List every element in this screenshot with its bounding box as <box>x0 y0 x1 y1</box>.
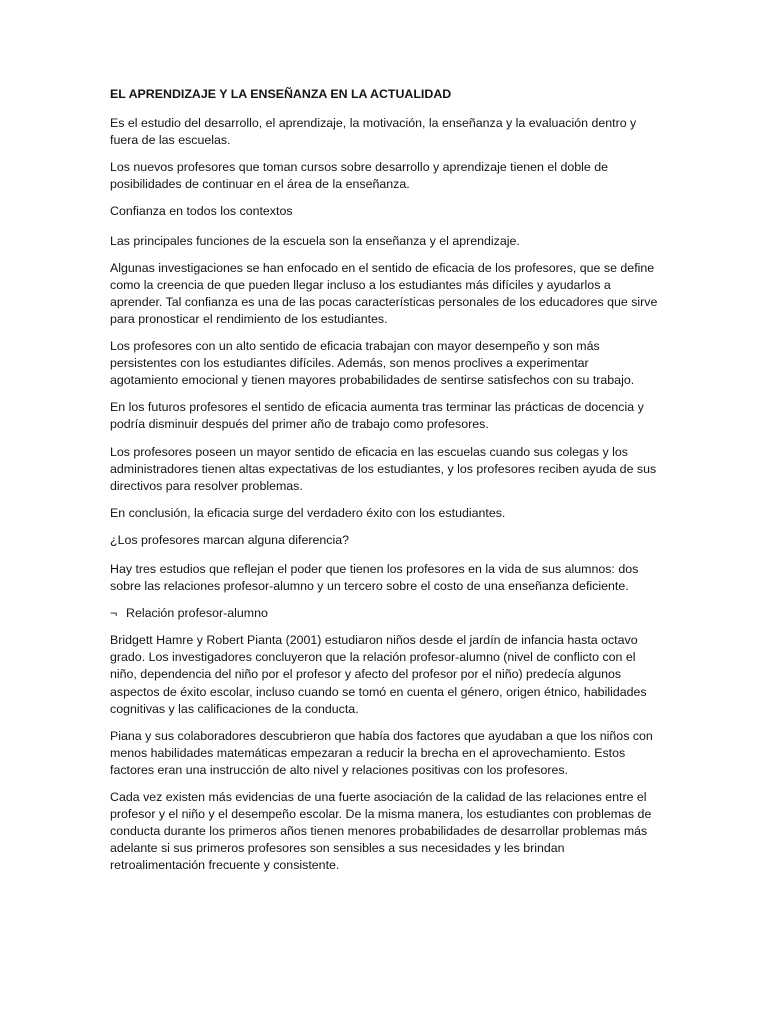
paragraph-intro: Es el estudio del desarrollo, el aprendizaje, la motivación, la enseñanza y la evaluación dentro y fuera de las escuelas. <box>110 116 637 148</box>
paragraph-evidencias: Cada vez existen más evidencias de una fuerte asociación de la calidad de las relaciones entre el profesor y el niño y el desempeño escolar. De la misma manera, los estudiantes con problemas de conducta durante los primeros años tienen menores probabilidades de desarrollar problemas más adelante si sus primeros profesores son sensibles a sus necesidades y les brindan retroalimentación frecuente y consistente. <box>110 790 652 873</box>
document-title: EL APRENDIZAJE Y LA ENSEÑANZA EN LA ACTUALIDAD <box>110 87 452 101</box>
paragraph-hamre-pianta: Bridgett Hamre y Robert Pianta (2001) estudiaron niños desde el jardín de infancia hasta octavo grado. Los investigadores concluyeron que la relación profesor-alumno (nivel de conflicto con el niño, dependencia del niño por el profesor y afecto del profesor por el niño) predecía algunos aspectos de éxito escolar, incluso cuando se tomó en cuenta el género, origen étnico, habilidades cognitivas y las calificaciones de la conducta. <box>110 633 647 716</box>
bullet-mark: ¬ <box>110 606 118 621</box>
paragraph-eficacia-definition: Algunas investigaciones se han enfocado en el sentido de eficacia de los profesores, que se define como la creencia de que pueden llegar incluso a los estudiantes más difíciles y ayudarlos a aprender. Tal confianza es una de las pocas características personales de los educadores que sirve para pronosticar el rendimiento de los estudiantes. <box>110 260 658 326</box>
paragraph-future-teachers: En los futuros profesores el sentido de eficacia aumenta tras terminar las prácticas de docencia y podría disminuir después del primer año de trabajo como profesores. <box>110 400 644 432</box>
section-heading-diferencia: ¿Los profesores marcan alguna diferencia? <box>110 532 349 547</box>
paragraph-school-functions: Las principales funciones de la escuela son la enseñanza y el aprendizaje. <box>110 233 520 248</box>
paragraph-three-studies: Hay tres estudios que reflejan el poder que tienen los profesores en la vida de sus alumnos: dos sobre las relaciones profesor-alumno y un tercero sobre el costo de una enseñanza deficiente. <box>110 561 639 594</box>
bullet-text: Relación profesor-alumno <box>126 606 268 621</box>
paragraph-high-eficacia: Los profesores con un alto sentido de eficacia trabajan con mayor desempeño y son más persistentes con los estudiantes difíciles. Además, son menos proclives a experimentar agotamiento emocional y tienen mayores probabilidades de sentirse satisfechos con su trabajo. <box>110 339 635 388</box>
bullet-relacion-profesor-alumno <box>110 605 658 622</box>
paragraph-colleagues: Los profesores poseen un mayor sentido de eficacia en las escuelas cuando sus colegas y los administradores tienen altas expectativas de los estudiantes, y los profesores reciben ayuda de sus directivos para resolver problemas. <box>110 444 657 493</box>
document-page <box>110 86 658 884</box>
paragraph-conclusion: En conclusión, la eficacia surge del verdadero éxito con los estudiantes. <box>110 505 506 520</box>
paragraph-piana: Piana y sus colaboradores descubrieron que había dos factores que ayudaban a que los niños con menos habilidades matemáticas empezaran a reducir la brecha en el aprovechamiento. Estos factores eran una instrucción de alto nivel y relaciones positivas con los profesores. <box>110 728 653 777</box>
section-heading-confianza: Confianza en todos los contextos <box>110 204 293 219</box>
paragraph-new-teachers: Los nuevos profesores que toman cursos sobre desarrollo y aprendizaje tienen el doble de posibilidades de continuar en el área de la enseñanza. <box>110 160 608 192</box>
